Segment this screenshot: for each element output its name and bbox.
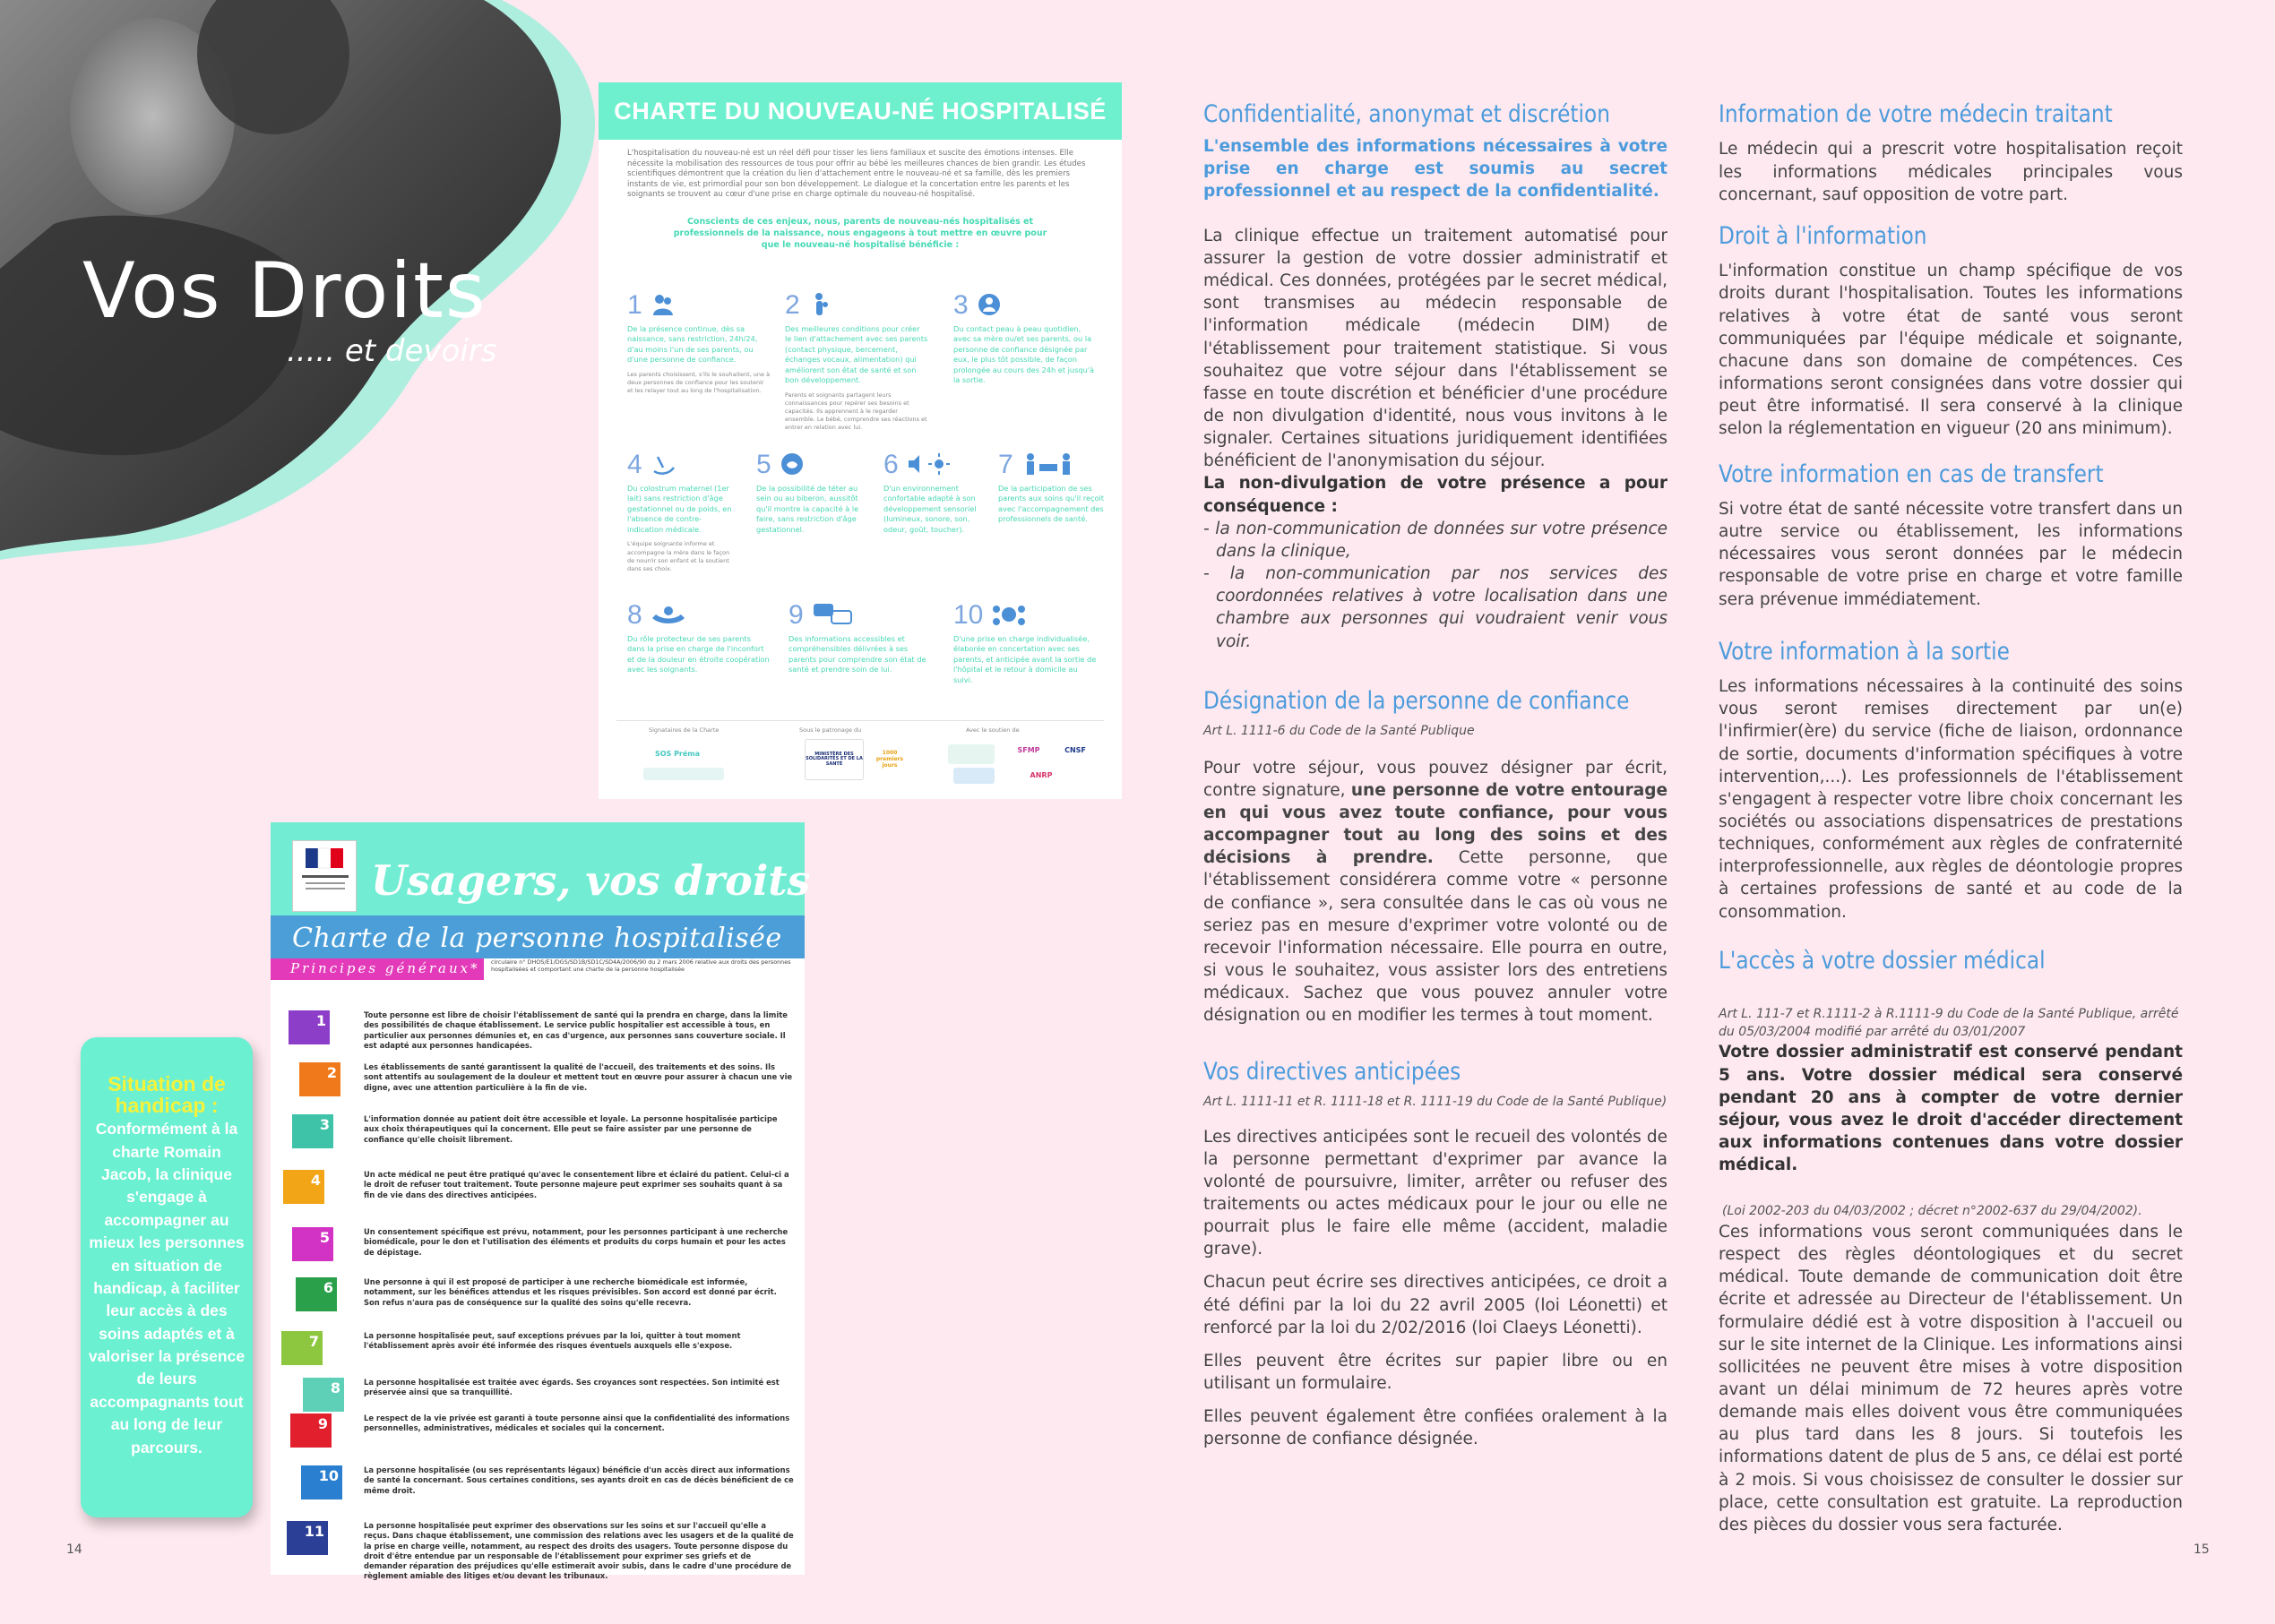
right-column-b xyxy=(1719,100,2183,1536)
newborn-item-2 xyxy=(785,292,928,432)
newborn-item-1 xyxy=(627,292,771,395)
item-text: D'un environnement confortable adapté à son développement sensoriel (lumineux, sonore, son, odeur, goût, toucher). xyxy=(883,484,977,534)
directives-heading: Vos directives anticipées xyxy=(1203,1057,1461,1086)
non-disclosure-item-2: - la non-communication par nos services des coordonnées relatives à votre localisation dans une chambre aux personnes qui voudraient venir vous voir. xyxy=(1203,564,1667,651)
item-number: 5 xyxy=(756,450,771,479)
support-label: Avec le soutien de xyxy=(966,726,1020,734)
item-text: De la possibilité de téter au sein ou au biberon, aussitôt qu'il montre la capacité à le faire, sans restriction d'âge gestationnel. xyxy=(756,484,859,534)
trusted-person-ref: Art L. 1111-6 du Code de la Santé Publique xyxy=(1203,724,1475,739)
non-disclosure-item-1: - la non-communication de données sur votre présence dans la clinique, xyxy=(1203,519,1667,561)
sound-light-icon xyxy=(907,451,950,477)
trusted-person-text-bold: une personne de votre entourage en qui vous avez toute confiance, pour vous accompagner tout au long des soins et des décisions à prendre. xyxy=(1203,780,1667,868)
principle-number-badge: 3 xyxy=(292,1114,333,1148)
confidentiality-heading: Confidentialité, anonymat et discrétion xyxy=(1203,100,1610,128)
newborn-charter-poster xyxy=(599,82,1122,799)
item-text: Des meilleures conditions pour créer le lien d'attachement avec ses parents (contact physique, bercement, échanges vocaux, alimentation) qui améliorent son état de santé et son bon développement. xyxy=(785,324,928,385)
usagers-subtitle: Charte de la personne hospitalisée xyxy=(292,923,782,954)
discharge-info-paragraph: Les informations nécessaires à la continuité des soins vous seront remises directement par un(e) l'infirmier(ère) du service (fiche de liaison, ordonnance de sortie, documents d'information spécifiques à votre intervention,...). Les professionnels de l'établissement s'engagent à respecter votre libre choix concernant les sociétés ou associations dispensatrices de prestations techniques, conformément aux règles de confraternité interprofessionnelle, aux règles de déontologie propres à certaines professions de santé et au code de la consommation. xyxy=(1719,677,2183,922)
principle-number-badge: 7 xyxy=(281,1331,323,1365)
item-number: 9 xyxy=(788,600,804,630)
signatories-label: Signataires de la Charte xyxy=(649,726,720,734)
skin-to-skin-icon xyxy=(808,292,833,317)
item-text: Du contact peau à peau quotidien, avec sa mère ou/et ses parents, ou la personne de confiance désignée par eux, le plus tôt possible, de façon prolongée au cours des 24h et jusqu'à la sortie. xyxy=(953,324,1095,385)
principle-text: Le respect de la vie privée est garanti à toute personne ainsi que la confidentialité des informations personnelles, administratives, médicales et sociales qui la concernent. xyxy=(364,1413,790,1433)
principle-text: La personne hospitalisée peut, sauf exceptions prévues par la loi, quitter à tout moment l'établissement après avoir été informée des risques éventuels auxquels elle s'expose. xyxy=(364,1331,741,1351)
item-number: 6 xyxy=(883,450,899,479)
principle-number-badge: 1 xyxy=(289,1010,330,1044)
item-text: Du colostrum maternel (1er lait) sans restriction d'âge gestationnel ou de poids, en l'absence de contre-indication médicale. xyxy=(627,484,732,534)
partner-logo-1 xyxy=(948,744,995,764)
baby-health-icon xyxy=(780,451,805,477)
family-icon xyxy=(1021,451,1075,477)
patronage-label: Sous le patronage du xyxy=(799,726,862,734)
ministry-logo: MINISTÈRE DES SOLIDARITÉS ET DE LA SANTÉ xyxy=(805,739,864,780)
item-number: 4 xyxy=(627,450,642,479)
non-disclosure-statement: La non-divulgation de votre présence a pour conséquence : xyxy=(1203,474,1667,516)
anrp-logo: ANRP xyxy=(1030,770,1053,779)
left-page xyxy=(0,0,1137,1624)
contact-icon xyxy=(977,292,1002,317)
principle-number-badge: 2 xyxy=(299,1062,340,1096)
principle-text: Un consentement spécifique est prévu, notamment, pour les personnes participant à une recherche biomédicale, pour le don et l'utilisation des éléments et produits du corps humain et pour les actes de dépistage. xyxy=(364,1227,788,1257)
principle-number-badge: 9 xyxy=(290,1413,332,1448)
partner-logo-3 xyxy=(643,768,724,780)
item-number: 2 xyxy=(785,290,800,320)
parents-baby-icon xyxy=(651,292,676,317)
hero-title xyxy=(82,246,497,369)
gp-info-paragraph: Le médecin qui a prescrit votre hospitalisation reçoit les informations médicales principales vous concernant, sauf opposition de votre part. xyxy=(1719,140,2183,204)
usagers-circulaire: circulaire n° DHOS/E1/DGS/SD1B/SD1C/SD4A/2006/90 du 2 mars 2006 relative aux droits des personnes hospitalisées et comportant une charte de la personne hospitalisée xyxy=(491,958,791,974)
principle-text: Les établissements de santé garantissent la qualité de l'accueil, des traitements et des soins. Ils sont attentifs au soulagement de la douleur et mettent tout en œuvre pour assurer à chacun une vie digne, avec une attention particulière à la fin de vie. xyxy=(364,1062,793,1092)
newborn-charter-intro: L'hospitalisation du nouveau-né est un réel défi pour tisser les liens familiaux et suscite des émotions intenses. Elle nécessite la mobilisation des ressources de tous pour offrir au bébé les meilleures chances de bien grandir. Les études scientifiques démontrent que la création du lien d'attachement entre le nouveau-né et sa famille, dès les premiers instants de vie, est primordial pour son bon développement. Le dialogue et la concertation entre les parents et les soignants se trouvent au cœur d'une prise en charge optimale du nouveau-né hospitalisé. xyxy=(627,149,1086,200)
handicap-body: Conformément à la charte Romain Jacob, la clinique s'engage à accompagner au mieux les personnes en situation de handicap, à faciliter leur accès à des soins adaptés et à valoriser la présence de leurs accompagnants tout au long de leur parcours. xyxy=(88,1120,246,1456)
item-number: 10 xyxy=(953,600,984,630)
partner-logo-2 xyxy=(953,768,995,784)
newborn-item-7 xyxy=(998,451,1106,525)
right-to-info-heading: Droit à l'information xyxy=(1719,221,1927,250)
medical-record-heading: L'accès à votre dossier médical xyxy=(1719,946,2046,975)
item-subtext: Les parents choisissent, s'ils le souhaitent, une à deux personnes de confiance pour les soutenir et les relayer tout au long de l'hospitalisation. xyxy=(627,370,771,395)
breastfeeding-icon xyxy=(651,451,676,477)
newborn-item-6 xyxy=(883,451,995,535)
usagers-title: Usagers, vos droits xyxy=(371,856,811,905)
right-to-info-paragraph: L'information constitue un champ spécifique de vos droits durant l'hospitalisation. Toutes les informations relatives à votre état de santé vous seront communiquées par l'équipe médicale et soignante, chacune dans son domaine de compétences. Ces informations seront consignées dans votre dossier qui peut être informatisé. Il sera conservé à la clinique selon la réglementation en vigueur (20 ans minimum). xyxy=(1719,262,2183,439)
medical-record-ref: Art L. 111-7 et R.1111-2 à R.1111-9 du Code de la Santé Publique, arrêté du 05/03/2004 modifié par arrêté du 03/01/2007 xyxy=(1719,1007,2179,1039)
handicap-box xyxy=(81,1037,253,1517)
item-number: 1 xyxy=(627,290,642,320)
trusted-person-heading: Désignation de la personne de confiance xyxy=(1203,686,1630,715)
newborn-item-4 xyxy=(627,451,735,573)
newborn-item-5 xyxy=(756,451,867,535)
medical-record-retention: Votre dossier administratif est conservé pendant 5 ans. Votre dossier médical sera conservé pendant 20 ans à compter de votre dernier séjour, vous avez le droit d'accéder directement aux informations contenues dans votre dossier médical. xyxy=(1719,1043,2183,1175)
newborn-item-9 xyxy=(788,602,932,675)
item-text: De la présence continue, dès sa naissance, sans restriction, 24h/24, d'au moins l'un de ses parents, ou d'une personne de confiance. xyxy=(627,324,758,365)
newborn-item-3 xyxy=(953,292,1097,391)
trusted-person-text-2: Cette personne, que l'établissement considérera comme votre « personne de confiance », sera consultée dans le cas où vous ne seriez pas en mesure d'exprimer votre volonté ou de recevoir l'information nécessaire. Elle pourra en outre, si vous le souhaitez, vous assister lors des entretiens médicaux. Sachez que vous pouvez annuler votre désignation ou en modifier les termes à tout moment. xyxy=(1203,848,1667,1026)
newborn-item-8 xyxy=(627,602,771,675)
principle-text: L'information donnée au patient doit être accessible et loyale. La personne hospitalisée participe aux choix thérapeutiques qui la concernent. Elle peut se faire assister par une personne de confiance qu'elle choisit librement. xyxy=(364,1114,778,1144)
usagers-principes: Principes généraux* xyxy=(290,960,480,976)
newborn-charter-lead: Conscients de ces enjeux, nous, parents de nouveau-nés hospitalisés et professionnels de la naissance, nous engageons à tout mettre en œuvre pour que le nouveau-né hospitalisé bénéficie : xyxy=(673,217,1047,250)
item-text: De la participation de ses parents aux soins qu'il reçoit avec l'accompagnement des professionnels de santé. xyxy=(998,484,1104,524)
item-number: 3 xyxy=(953,290,969,320)
item-text: Des informations accessibles et compréhensibles délivrées à ses parents pour comprendre son état de santé et prendre soin de lui. xyxy=(788,634,926,675)
hero-title-sub: ..... et devoirs xyxy=(287,333,497,369)
usagers-charter-poster xyxy=(271,822,811,1581)
ministry-flag-logo xyxy=(292,840,357,912)
trusted-person-text-1: Pour votre séjour, vous pouvez désigner par écrit, contre signature, xyxy=(1203,758,1667,800)
sfmp-logo: SFMP xyxy=(1017,745,1040,754)
1000-days-logo: 1000 premiers jours xyxy=(875,749,904,769)
right-column-a xyxy=(1203,100,1667,1451)
principle-text: La personne hospitalisée (ou ses représentants légaux) bénéficie d'un accès direct aux informations de santé la concernant. Sous certaines conditions, ses ayants droit en cas de décès bénéficient de ce même droit. xyxy=(364,1465,794,1495)
newborn-charter-title: CHARTE DU NOUVEAU-NÉ HOSPITALISÉ xyxy=(599,82,1122,140)
item-subtext: L'équipe soignante informe et accompagne la mère dans le façon de nourrir son enfant et la soutient dans ses choix. xyxy=(627,540,730,572)
gp-info-heading: Information de votre médecin traitant xyxy=(1719,100,2113,128)
confidentiality-lead: L'ensemble des informations nécessaires à votre prise en charge est soumis au secret professionnel et au respect de la confidentialité. xyxy=(1203,137,1667,201)
item-text: D'une prise en charge individualisée, élaborée en concertation avec ses parents, et anticipée avant la sortie de l'hôpital et le retour à domicile au suivi. xyxy=(953,634,1097,684)
speech-bubbles-icon xyxy=(812,602,855,627)
directives-paragraph-2: Chacun peut écrire ses directives anticipées, ce droit a été défini par la loi du 22 avril 2005 (loi Léonetti) et renforcé par la loi du 2/02/2016 (loi Claeys Léonetti). xyxy=(1203,1273,1667,1337)
trusted-person-paragraph xyxy=(1203,757,1667,1027)
newborn-item-10 xyxy=(953,602,1097,685)
principle-text: Toute personne est libre de choisir l'établissement de santé qui la prendra en charge, dans la limite des possibilités de chaque établissement. Le service public hospitalier est accessible à tous, en particulier aux personnes démunies et, en cas d'urgence, aux personnes sans couverture sociale. Il est adapté aux personnes handicapées. xyxy=(364,1010,788,1050)
handicap-heading: Situation de handicap : xyxy=(108,1072,226,1118)
principle-number-badge: 10 xyxy=(301,1465,342,1499)
hero-title-main: Vos Droits xyxy=(82,246,487,336)
medical-record-paragraph: Ces informations vous seront communiquées dans le respect des règles déontologiques et du secret médical. Toute demande de communication doit être écrite et adressée au Directeur de l'établissement. Un formulaire dédié est à votre disposition à l'accueil ou sur le site internet de la Clinique. Les informations ainsi sollicitées ne peuvent être mises à votre disposition avant un délai minimum de 72 heures après votre demande mais elles doivent vous être communiquées au plus tard dans les 8 jours. Si toutefois les informations datent de plus de 5 ans, ce délai est porté à 2 mois. Si vous choisissez de consulter le dossier sur place, cette consultation est gratuite. La reproduction des pièces du dossier vous sera facturée. xyxy=(1719,1222,2183,1534)
directives-ref: Art L. 1111-11 et R. 1111-18 et R. 1111-19 du Code de la Santé Publique) xyxy=(1203,1094,1667,1109)
item-text: Du rôle protecteur de ses parents dans la prise en charge de l'inconfort et de la douleur en étroite coopération avec les soignants. xyxy=(627,634,770,675)
newborn-charter-signatories xyxy=(616,720,1104,792)
item-number: 8 xyxy=(627,600,642,630)
principle-number-badge: 11 xyxy=(287,1521,328,1555)
page-number-left: 14 xyxy=(66,1542,82,1557)
page-number-right: 15 xyxy=(2193,1542,2210,1557)
transfer-info-heading: Votre information en cas de transfert xyxy=(1719,460,2104,488)
sos-prema-logo: SOS Préma xyxy=(654,749,701,758)
discharge-info-heading: Votre information à la sortie xyxy=(1719,637,2010,666)
team-meeting-icon xyxy=(991,602,1027,627)
principle-number-badge: 5 xyxy=(292,1227,333,1261)
directives-paragraph-4: Elles peuvent également être confiées oralement à la personne de confiance désignée. xyxy=(1203,1407,1667,1449)
principle-number-badge: 4 xyxy=(283,1170,324,1204)
principle-number-badge: 8 xyxy=(303,1378,344,1412)
principle-text: La personne hospitalisée est traitée avec égards. Ses croyances sont respectées. Son intimité est préservée ainsi que sa tranquillité. xyxy=(364,1378,780,1397)
directives-paragraph-3: Elles peuvent être écrites sur papier libre ou en utilisant un formulaire. xyxy=(1203,1351,1667,1394)
principle-text: La personne hospitalisée peut exprimer des observations sur les soins et sur l'accueil qu'elle a reçus. Dans chaque établissement, une commission des relations avec les usagers et de la qualité de la prise en charge veille, notamment, au respect des droits des usagers. Toute personne dispose du droit d'être entendue par un responsable de l'établissement pour exprimer ses griefs et de demander réparation des préjudices qu'elle estimerait avoir subis, dans le cadre d'une procédure de règlement amiable des litiges et/ou devant les tribunaux. xyxy=(364,1521,794,1581)
confidentiality-paragraph: La clinique effectue un traitement automatisé pour assurer la gestion de votre dossier administratif et médical. Ces données, protégées par le secret médical, sont transmises au médecin responsable de l'information médicale (médecin DIM) de l'établissement pour traitement statistique. Si vous souhaitez que votre séjour dans l'établissement se fasse en toute discrétion et bénéficier d'une procédure de non divulgation d'identité, nous vous invitons à le signaler. Certaines situations juridiquement identifiées bénéficient de l'anonymisation du séjour. xyxy=(1203,226,1667,471)
principle-text: Un acte médical ne peut être pratiqué qu'avec le consentement libre et éclairé du patient. Celui-ci a le droit de refuser tout traitement. Toute personne majeure peut exprimer ses souhaits quant à sa fin de vie dans des directives anticipées. xyxy=(364,1170,789,1199)
medical-record-law-ref: (Loi 2002-203 du 04/03/2002 ; décret n°2002-637 du 29/04/2002). xyxy=(1722,1204,2142,1219)
directives-paragraph-1: Les directives anticipées sont le recueil des volontés de la personne permettant d'exprimer par avance la volonté de poursuivre, limiter, arrêter ou refuser des traitements ou actes médicaux pour le jour ou elle ne pourrait plus le faire elle même (accident, maladie grave). xyxy=(1203,1127,1667,1259)
item-number: 7 xyxy=(998,450,1013,479)
transfer-info-paragraph: Si votre état de santé nécessite votre transfert dans un autre service ou établissement, les informations nécessaires vous seront données par le médecin responsable de votre prise en charge et votre famille sera prévenue immédiatement. xyxy=(1719,499,2183,609)
principle-text: Une personne à qui il est proposé de participer à une recherche biomédicale est informée, notamment, sur les bénéfices attendus et les risques prévisibles. Son accord est donné par écrit. Son refus n'aura pas de conséquence sur la qualité des soins qu'elle recevra. xyxy=(364,1277,777,1307)
principle-number-badge: 6 xyxy=(296,1277,337,1311)
hands-care-icon xyxy=(651,602,686,627)
cnsf-logo: CNSF xyxy=(1064,745,1086,754)
item-subtext: Parents et soignants partagent leurs connaissances pour repérer ses besoins et capacités. Ils apprennent à le regarder ensemble. Le bébé, comprendre ses réactions et entrer en relation avec lui. xyxy=(785,391,927,432)
